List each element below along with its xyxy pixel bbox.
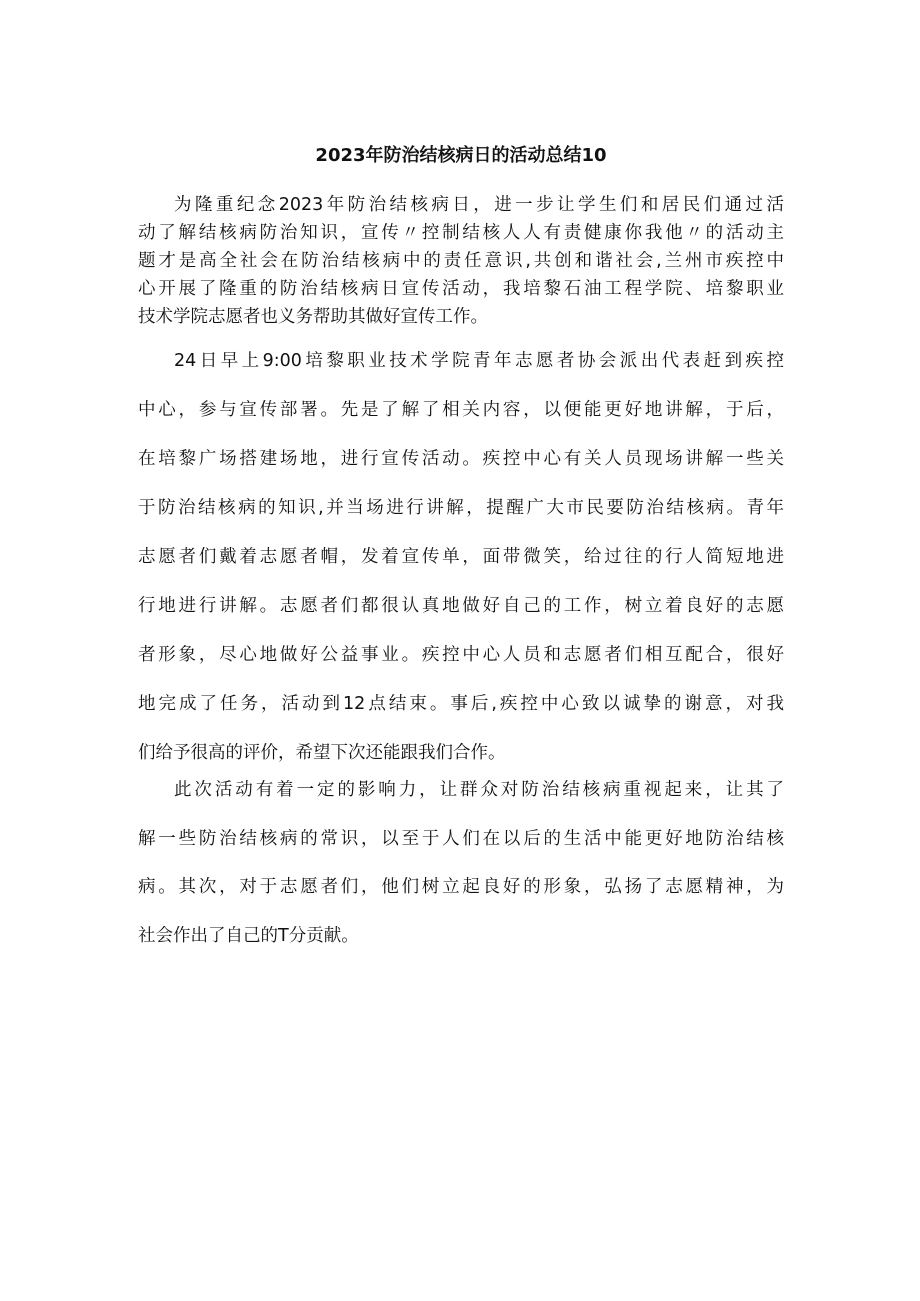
paragraph-line: 病。其次，对于志愿者们，他们树立起良好的形象，弘扬了志愿精神，为 (138, 877, 784, 898)
paragraph-line: 志愿者们戴着志愿者帽，发着宣传单，面带微笑，给过往的行人简短地进 (138, 547, 784, 567)
paragraph-line: 为隆重纪念2023年防治结核病日，进一步让学生们和居民们通过活 (174, 195, 784, 215)
paragraph-line: 24日早上9:00培黎职业技术学院青年志愿者协会派出代表赶到疾控 (174, 351, 784, 371)
paragraph-line: 题才是高全社会在防治结核病中的责任意识,共创和谐社会,兰州市疾控中 (138, 251, 784, 271)
paragraph-line: 此次活动有着一定的影响力，让群众对防治结核病重视起来，让其了 (174, 780, 784, 800)
paragraph-line: 解一些防治结核病的常识，以至于人们在以后的生活中能更好地防治结核 (138, 828, 784, 849)
paragraph-line: 在培黎广场搭建场地，进行宣传活动。疾控中心有关人员现场讲解一些关 (138, 449, 784, 469)
paragraph-line: 技术学院志愿者也义务帮助其做好宣传工作。 (138, 307, 488, 327)
document-title: 2023年防治结核病日的活动总结10 (315, 145, 607, 166)
paragraph-line: 地完成了任务，活动到12点结束。事后,疾控中心致以诚挚的谢意，对我 (138, 694, 784, 714)
paragraph-line: 者形象，尽心地做好公益事业。疾控中心人员和志愿者们相互配合，很好 (138, 645, 784, 665)
paragraph-intro (138, 191, 784, 331)
paragraph-line: 中心，参与宣传部署。先是了解了相关内容，以便能更好地讲解，于后， (138, 400, 784, 420)
paragraph-line: 社会作出了自己的T分贡献。 (138, 926, 359, 947)
paragraph-line: 心开展了隆重的防治结核病日宣传活动，我培黎石油工程学院、培黎职业 (138, 279, 784, 299)
paragraph-activity (138, 337, 784, 778)
paragraph-line: 行地进行讲解。志愿者们都很认真地做好自己的工作，树立着良好的志愿 (138, 596, 784, 616)
paragraph-line: 动了解结核病防治知识，宣传〃控制结核人人有责健康你我他〃的活动主 (138, 223, 784, 243)
paragraph-line: 于防治结核病的知识,并当场进行讲解，提醒广大市民要防治结核病。青年 (138, 498, 784, 518)
paragraph-line: 们给予很高的评价，希望下次还能跟我们合作。 (138, 743, 506, 763)
paragraph-impact (138, 766, 784, 961)
